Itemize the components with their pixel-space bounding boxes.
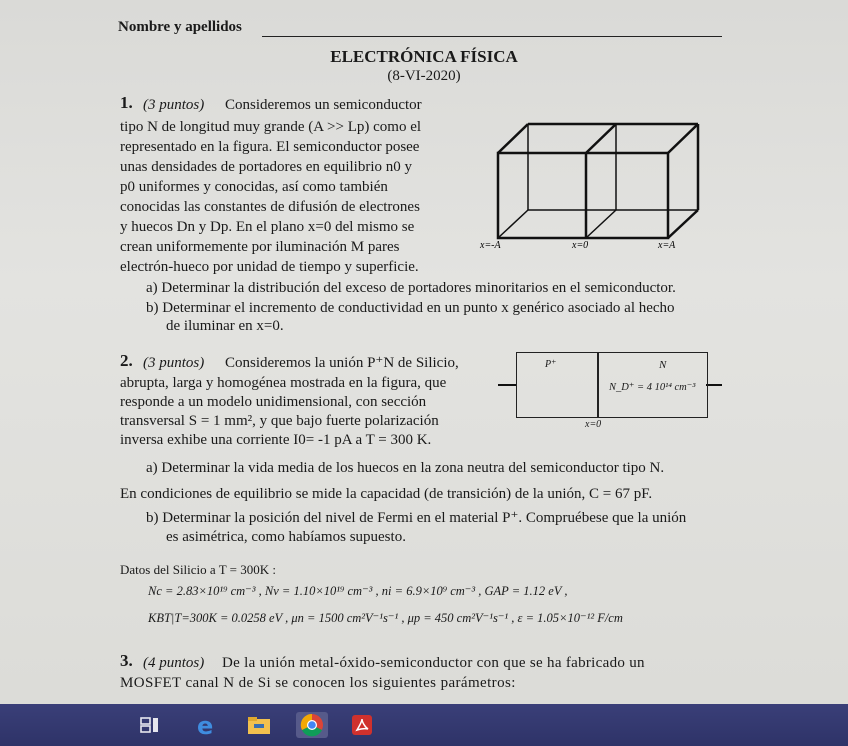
name-underline	[262, 36, 722, 37]
q1-line-1: tipo N de longitud muy grande (A >> Lp) como el	[120, 119, 422, 135]
q2-line-1: abrupta, larga y homogénea mostrada en la figura, que	[120, 375, 447, 391]
label-x-plus-a: x=A	[658, 240, 676, 251]
question-3-points: (4 puntos)	[143, 655, 205, 671]
question-3-number: 3.	[120, 651, 133, 670]
q3-line-1: De la unión metal-óxido-semiconductor con que se ha fabricado un	[222, 655, 645, 671]
q1-part-b-line1: b) Determinar el incremento de conductividad en un punto x genérico asociado al hecho	[146, 300, 675, 316]
junction-interface	[597, 353, 599, 417]
chrome-icon[interactable]	[296, 712, 328, 738]
junction-right-lead	[706, 384, 722, 386]
q2-part-b-line1: b) Determinar la posición del nivel de Fermi en el material P⁺. Compruébese que la unión	[146, 510, 687, 526]
junction-left-lead	[498, 384, 516, 386]
q1-line-8: electrón-hueco por unidad de tiempo y superficie.	[120, 259, 419, 275]
svg-text:e: e	[197, 713, 214, 737]
junction-body	[516, 352, 708, 418]
q2-equilibrium-text: En condiciones de equilibrio se mide la capacidad (de transición) de la unión, C = 67 pF.	[120, 486, 653, 502]
q1-line-2: representado en la figura. El semiconductor posee	[120, 139, 420, 155]
q1-part-b-line2: de iluminar en x=0.	[166, 318, 284, 334]
q2-line-4: inversa exhibe una corriente I0= -1 pA a T = 300 K.	[120, 432, 432, 448]
question-1-number: 1.	[120, 93, 133, 112]
task-view-icon[interactable]	[136, 712, 164, 738]
q1-line-3: unas densidades de portadores en equilibrio n0 y	[120, 159, 413, 175]
q3-line-2: MOSFET canal N de Si se conocen los siguientes parámetros:	[120, 675, 516, 691]
edge-icon[interactable]	[192, 712, 220, 738]
donor-concentration-label: N_D⁺ = 4 10¹⁴ cm⁻³	[609, 382, 696, 393]
silicon-data-line-1: Nc = 2.83×10¹⁹ cm⁻³ , Nv = 1.10×10¹⁹ cm⁻³ , ni = 6.9×10⁹ cm⁻³ , GAP = 1.12 eV ,	[148, 584, 568, 598]
acrobat-icon[interactable]	[348, 712, 376, 738]
q1-line-6: y huecos Dn y Dp. En el plano x=0 del mismo se	[120, 219, 415, 235]
q1-line-0: Consideremos un semiconductor	[225, 97, 422, 113]
q2-part-a: a) Determinar la vida media de los huecos en la zona neutra del semiconductor tipo N.	[146, 460, 665, 476]
q1-line-5: conocidas las constantes de difusión de electrones	[120, 199, 420, 215]
silicon-data-title: Datos del Silicio a T = 300K :	[120, 562, 276, 577]
bar-front-face	[498, 153, 668, 238]
name-label: Nombre y apellidos	[118, 19, 242, 35]
q1-line-4: p0 uniformes y conocidas, así como también	[120, 179, 388, 195]
n-region-label: N	[659, 359, 667, 371]
taskbar	[0, 704, 848, 746]
q2-part-b-line2: es asimétrica, como habíamos supuesto.	[166, 529, 406, 545]
question-2-points: (3 puntos)	[143, 355, 205, 371]
page-title: ELECTRÓNICA FÍSICA	[330, 47, 518, 66]
q1-part-a: a) Determinar la distribución del exceso de portadores minoritarios en el semiconductor.	[146, 280, 676, 296]
q2-line-2: responde a un modelo unidimensional, con sección	[120, 394, 427, 410]
exam-date: (8-VI-2020)	[387, 68, 461, 84]
junction-x0-label: x=0	[585, 419, 602, 430]
silicon-data-line-2: KBT|T=300K = 0.0258 eV , μn = 1500 cm²V⁻¹s⁻¹ , μp = 450 cm²V⁻¹s⁻¹ , ε = 1.05×10⁻¹² F/cm	[148, 611, 623, 625]
semiconductor-bar-figure	[476, 118, 726, 258]
file-explorer-icon[interactable]	[245, 712, 273, 738]
question-1-points: (3 puntos)	[143, 97, 205, 113]
question-2-number: 2.	[120, 351, 133, 370]
q2-line-0: Consideremos la unión P⁺N de Silicio,	[225, 355, 459, 371]
q1-line-7: crean uniformemente por iluminación M pares	[120, 239, 400, 255]
label-x-minus-a: x=-A	[480, 240, 501, 251]
q2-line-3: transversal S = 1 mm², y que bajo fuerte polarización	[120, 413, 439, 429]
p-region-label: P⁺	[545, 359, 557, 370]
label-x-zero: x=0	[572, 240, 589, 251]
